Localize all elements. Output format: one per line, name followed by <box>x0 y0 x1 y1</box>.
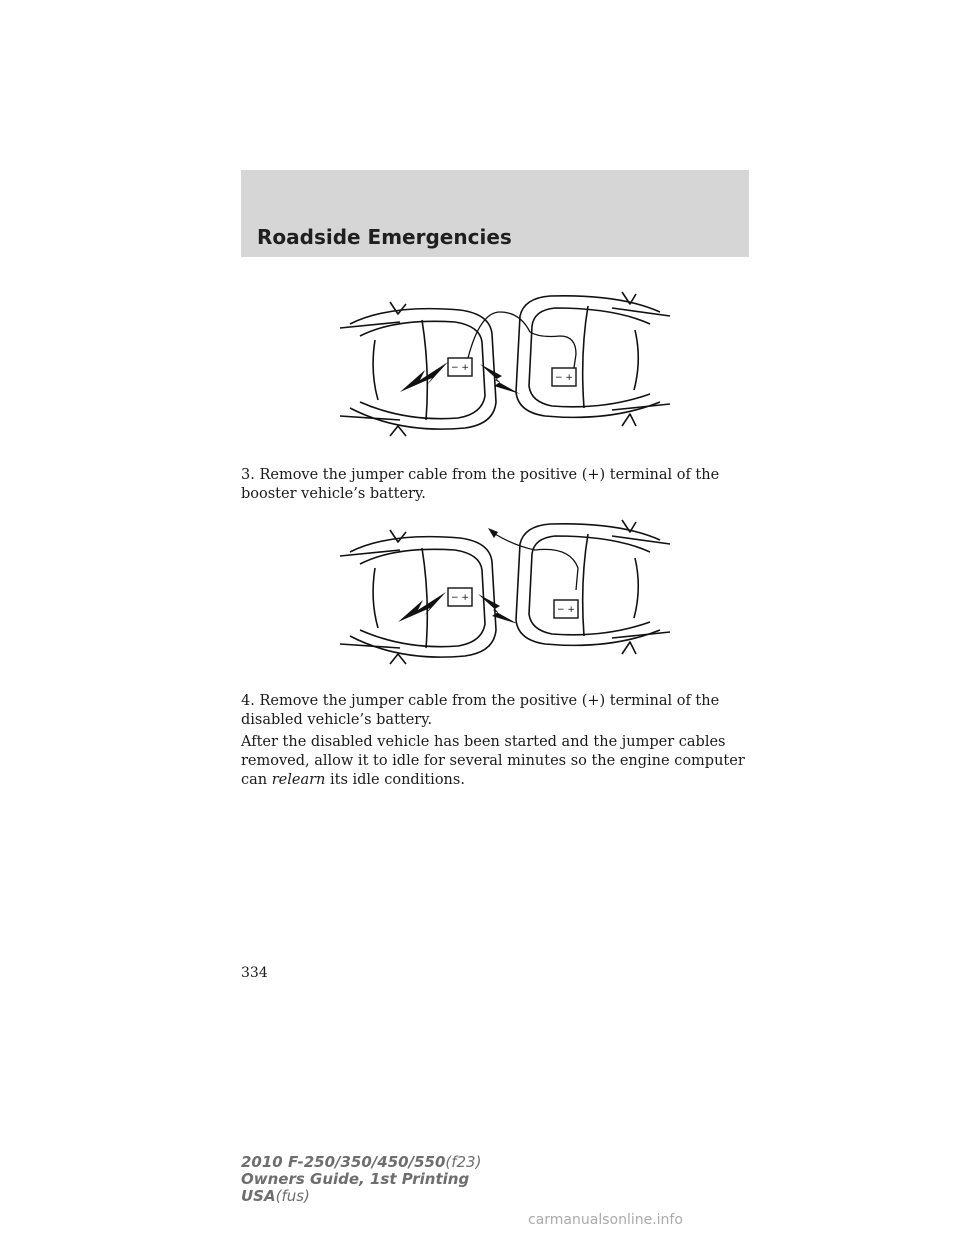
step-4-text: 4. Remove the jumper cable from the positive (+) terminal of the disabled vehicle’s battery. <box>241 693 720 728</box>
booster-vehicle-front-icon <box>516 520 670 654</box>
svg-text:− +: − + <box>451 593 469 603</box>
cable-clamp-icon <box>488 528 498 538</box>
document-footer <box>241 1154 481 1205</box>
footer-line-1: 2010 F-250/350/450/550(f23) <box>241 1153 482 1171</box>
footer-line-2: Owners Guide, 1st Printing <box>241 1170 470 1188</box>
spark-left-icon <box>398 592 446 622</box>
jumper-cable-diagram-1 <box>330 282 680 442</box>
svg-text:− +: − + <box>555 373 573 383</box>
spark-left-icon <box>400 362 448 392</box>
step-3-text: 3. Remove the jumper cable from the positive (+) terminal of the booster vehicle’s battery. <box>241 467 720 502</box>
booster-vehicle-battery-icon <box>552 368 576 386</box>
page-number: 334 <box>241 965 268 981</box>
booster-vehicle-battery-icon <box>554 600 578 618</box>
after-start-paragraph: After the disabled vehicle has been started and the jumper cables removed, allow it to idle for several minutes so the engine computer can relearn its idle conditions. <box>241 734 745 788</box>
svg-text:− +: − + <box>451 363 469 373</box>
section-title: Roadside Emergencies <box>257 225 512 249</box>
jumper-cable <box>468 312 576 368</box>
disabled-vehicle-battery-icon <box>448 358 472 376</box>
watermark: carmanualsonline.info <box>528 1212 683 1228</box>
section-header <box>241 170 749 257</box>
relearn-emphasis: relearn <box>271 772 326 788</box>
svg-text:− +: − + <box>557 605 575 615</box>
footer-line-3: USA(fus) <box>241 1187 310 1205</box>
booster-vehicle-front-icon <box>516 292 670 426</box>
jumper-cable-diagram-2 <box>330 510 680 670</box>
spark-right-icon <box>480 364 520 394</box>
disabled-vehicle-battery-icon <box>448 588 472 606</box>
